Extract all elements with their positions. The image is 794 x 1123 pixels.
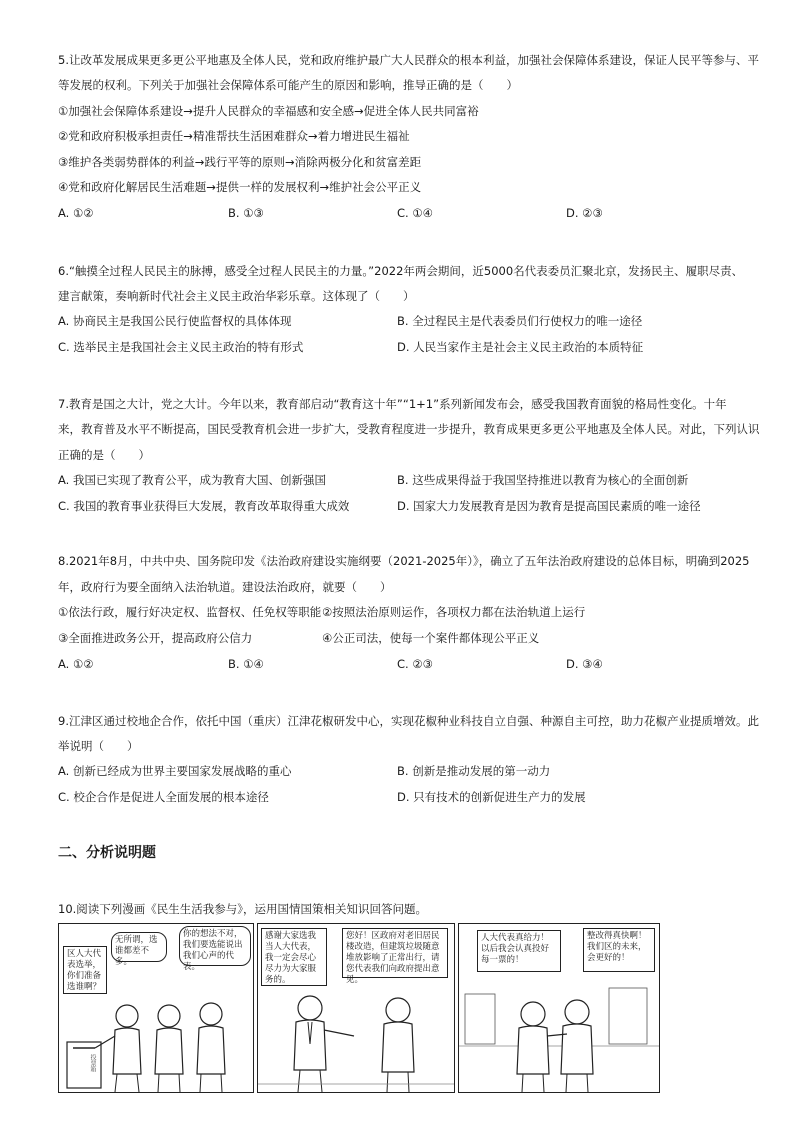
q9-stem-line1: 9.江津区通过校地企合作，依托中国（重庆）江津花椒研发中心，实现花椒种业科技自立自强、种源自主可控，助力花椒产业提质增效。此 [58,714,759,728]
comic-panel-1 [58,923,254,1093]
q8-statement-3: ③全面推进政务公开，提高政府公信力 [58,631,253,645]
q8-stem-line1: 8.2021年8月，中共中央、国务院印发《法治政府建设实施纲要（2021-2025年）》，确立了五年法治政府建设的总体目标，明确到2025 [58,554,750,568]
q7-stem-line2: 来，教育普及水平不断提高，国民受教育机会进一步扩大，受教育程度进一步提升，教育成果更多更公平地惠及全体人民。对此，下列认识 [58,422,760,436]
q7-option-c: C. 我国的教育事业获得巨大发展，教育改革取得重大成效 [58,499,350,513]
q8-option-b: B. ①④ [228,657,264,671]
q9-option-a: A. 创新已经成为世界主要国家发展战略的重心 [58,764,292,778]
q9-option-c: C. 校企合作是促进人全面发展的根本途径 [58,790,269,804]
q8-option-d: D. ③④ [566,657,603,671]
q5-statement-2: ②党和政府积极承担责任→精准帮扶生活困难群众→着力增进民生福祉 [58,129,410,143]
comic-panel-2-bubble-1: 感谢大家选我当人大代表，我一定会尽心尽力为大家服务的。 [261,928,327,986]
q5-statement-1: ①加强社会保障体系建设→提升人民群众的幸福感和安全感→促进全体人民共同富裕 [58,104,479,118]
comic-panel-2-bubble-2: 您好！区政府对老旧居民楼改造，但建筑垃圾随意堆放影响了正常出行，请您代表我们向政府提出意见。 [342,928,448,978]
q7-stem-line1: 7.教育是国之大计，党之大计。今年以来，教育部启动“教育这十年”“1+1”系列新闻发布会，感受我国教育面貌的格局性变化。十年 [58,397,727,411]
q7-stem-line3: 正确的是（ ） [58,448,150,462]
q5-option-c: C. ①④ [397,206,433,220]
q9-option-d: D. 只有技术的创新促进生产力的发展 [397,790,586,804]
q10-stem: 10.阅读下列漫画《民生生活我参与》，运用国情国策相关知识回答问题。 [58,902,428,916]
q9-option-b: B. 创新是推动发展的第一动力 [397,764,551,778]
q9-stem-line2: 举说明（ ） [58,739,139,753]
q6-option-d: D. 人民当家作主是社会主义民主政治的本质特征 [397,340,644,354]
q5-option-b: B. ①③ [228,206,264,220]
ballot-box-label: 投票箱 [89,1054,96,1072]
q7-option-b: B. 这些成果得益于我国坚持推进以教育为核心的全面创新 [397,473,689,487]
comic-panel-1-bubble-1: 区人大代表选举，你们准备选谁啊？ [63,946,107,994]
q5-statement-4: ④党和政府化解居民生活难题→提供一样的发展权利→维护社会公平正义 [58,180,422,194]
section-title: 二、分析说明题 [58,845,156,861]
comic-panel-1-bubble-3: 你的想法不对，我们要选能说出我们心声的代表。 [179,926,251,966]
q5-statement-3: ③维护各类弱势群体的利益→践行平等的原则→消除两极分化和贫富差距 [58,155,422,169]
q7-option-d: D. 国家大力发展教育是因为教育是提高国民素质的唯一途径 [397,499,701,513]
q5-option-d: D. ②③ [566,206,603,220]
comic-panel-3 [458,923,660,1093]
q7-option-a: A. 我国已实现了教育公平，成为教育大国、创新强国 [58,473,326,487]
q8-option-a: A. ①② [58,657,94,671]
q8-statement-4: ④公正司法，使每一个案件都体现公平正义 [322,631,540,645]
q6-option-a: A. 协商民主是我国公民行使监督权的具体体现 [58,314,292,328]
comic-panel-3-bubble-2: 整改得真快啊！我们区的未来，会更好的！ [583,928,655,972]
q6-option-b: B. 全过程民主是代表委员们行使权力的唯一途径 [397,314,643,328]
q5-stem-line1: 5.让改革发展成果更多更公平地惠及全体人民，党和政府维护最广大人民群众的根本利益，加强社会保障体系建设，保证人民平等参与、平 [58,53,759,67]
q8-option-c: C. ②③ [397,657,433,671]
comic-panel-3-bubble-1: 人大代表真给力！以后我会认真投好每一票的！ [477,930,561,972]
q6-option-c: C. 选举民主是我国社会主义民主政治的特有形式 [58,340,304,354]
q8-statement-1: ①依法行政，履行好决定权、监督权、任免权等职能 [58,605,322,619]
q5-option-a: A. ①② [58,206,94,220]
q6-stem-line2: 建言献策，奏响新时代社会主义民主政治华彩乐章。这体现了（ ） [58,289,415,303]
q8-stem-line2: 年，政府行为要全面纳入法治轨道。建设法治政府，就要（ ） [58,580,392,594]
comic-panel-2 [257,923,455,1093]
q5-stem-line2: 等发展的权利。下列关于加强社会保障体系可能产生的原因和影响，推导正确的是（ ） [58,78,518,92]
comic-panel-1-bubble-2: 无所谓，选谁都差不多。 [111,932,167,962]
q8-statement-2: ②按照法治原则运作，各项权力都在法治轨道上运行 [322,605,586,619]
q6-stem-line1: 6.“触摸全过程人民民主的脉搏，感受全过程人民民主的力量。”2022年两会期间，近5000名代表委员汇聚北京，发扬民主、履职尽责、 [58,264,744,278]
